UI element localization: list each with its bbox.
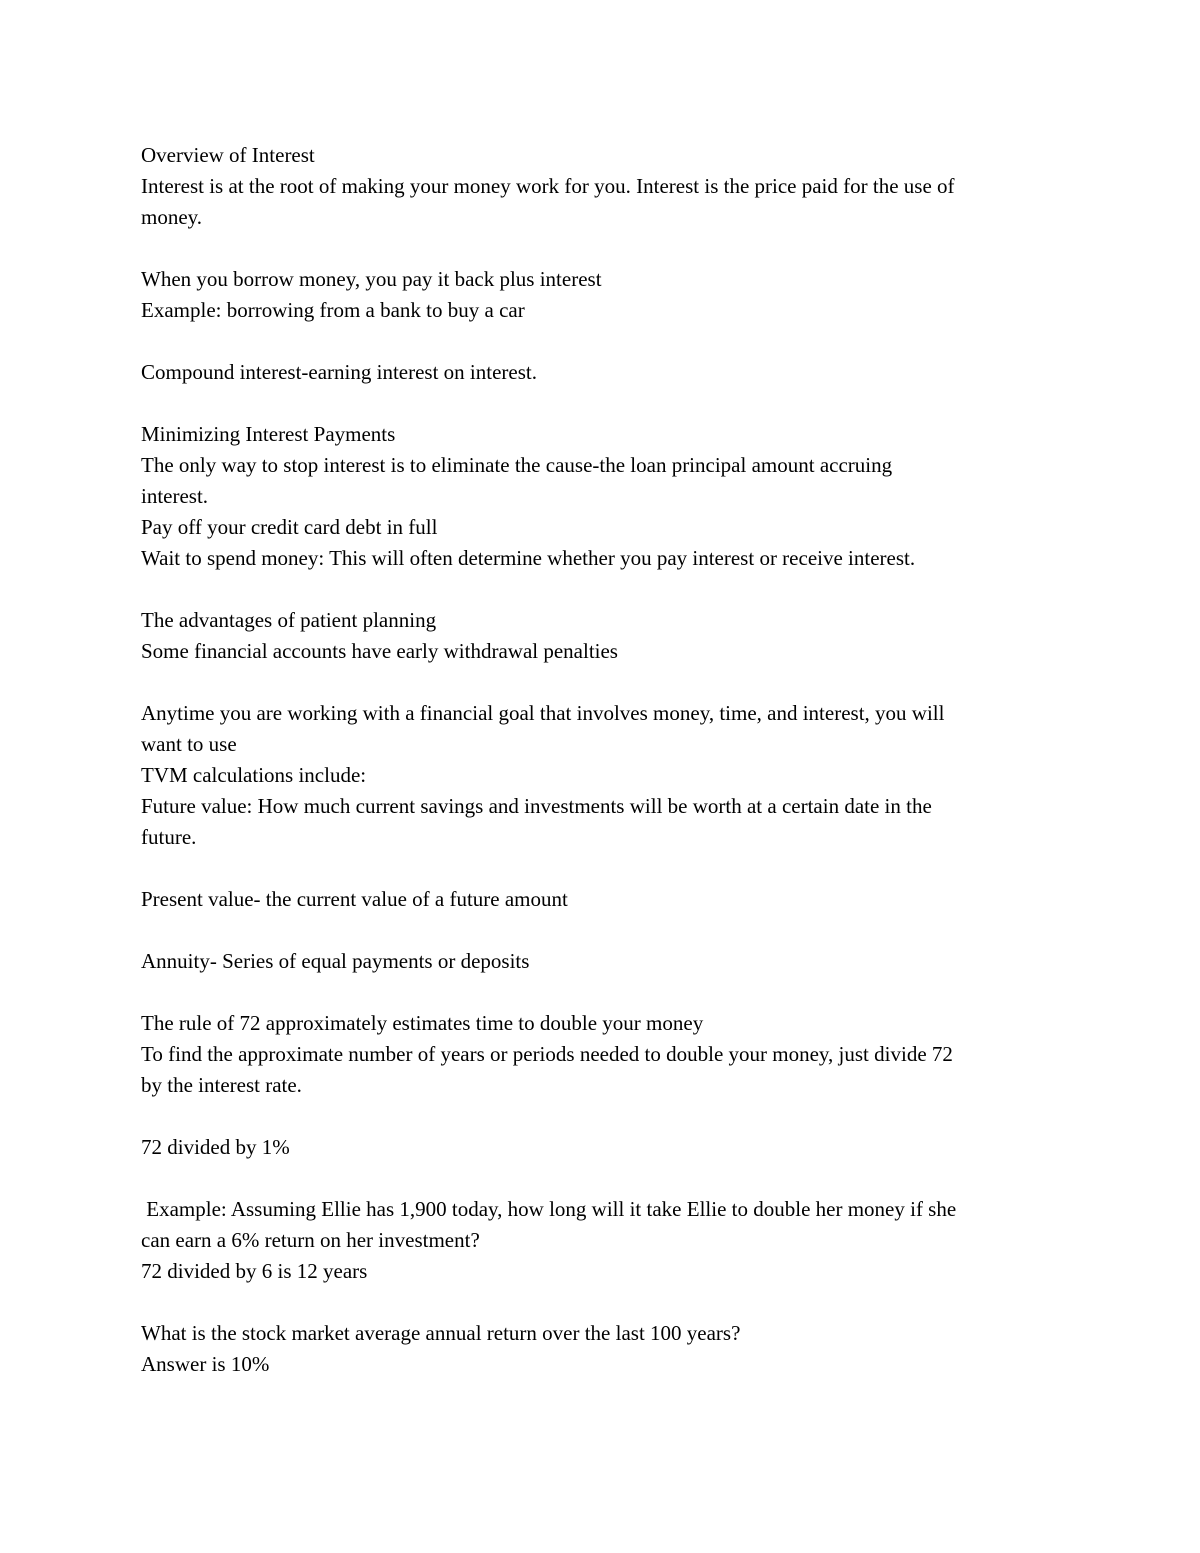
paragraph-minimizing-interest [141, 419, 1061, 574]
text-line: Future value: How much current savings and investments will be worth at a certain date in the [141, 794, 932, 818]
paragraph-ellie-example [141, 1194, 1061, 1287]
paragraph-patient-planning [141, 605, 1061, 667]
text-line: Some financial accounts have early withdrawal penalties [141, 639, 618, 663]
paragraph-72-divided [141, 1132, 1061, 1163]
text-line: want to use [141, 732, 237, 756]
text-line: The only way to stop interest is to eliminate the cause-the loan principal amount accruing [141, 453, 893, 477]
text-line: Interest is at the root of making your money work for you. Interest is the price paid for the use of [141, 174, 955, 198]
heading-advantages-of-patient-planning: The advantages of patient planning [141, 608, 437, 632]
paragraph-compound-interest [141, 357, 1061, 388]
text-line: Annuity- Series of equal payments or deposits [141, 949, 530, 973]
paragraph-stock-market [141, 1318, 1061, 1380]
text-line: TVM calculations include: [141, 763, 367, 787]
text-line: Answer is 10% [141, 1352, 270, 1376]
text-line: To find the approximate number of years or periods needed to double your money, just divide 72 [141, 1042, 953, 1066]
text-line: Example: borrowing from a bank to buy a car [141, 298, 525, 322]
paragraph-present-value [141, 884, 1061, 915]
text-line: interest. [141, 484, 209, 508]
text-line: future. [141, 825, 197, 849]
text-line: What is the stock market average annual return over the last 100 years? [141, 1321, 741, 1345]
text-line: Present value- the current value of a future amount [141, 887, 568, 911]
paragraph-tvm [141, 698, 1061, 853]
text-line: 72 divided by 1% [141, 1135, 290, 1159]
document-body [141, 140, 1061, 1411]
paragraph-borrowing [141, 264, 1061, 326]
text-line: Wait to spend money: This will often determine whether you pay interest or receive interest. [141, 546, 916, 570]
text-line: Anytime you are working with a financial goal that involves money, time, and interest, you will [141, 701, 945, 725]
text-line: can earn a 6% return on her investment? [141, 1228, 480, 1252]
text-line: 72 divided by 6 is 12 years [141, 1259, 368, 1283]
text-line: Example: Assuming Ellie has 1,900 today, how long will it take Ellie to double her money if she [141, 1197, 957, 1221]
text-line: When you borrow money, you pay it back plus interest [141, 267, 602, 291]
paragraph-overview [141, 140, 1061, 233]
text-line: by the interest rate. [141, 1073, 302, 1097]
heading-minimizing-interest-payments: Minimizing Interest Payments [141, 422, 396, 446]
text-line: Pay off your credit card debt in full [141, 515, 438, 539]
text-line: Compound interest-earning interest on interest. [141, 360, 537, 384]
heading-overview-of-interest: Overview of Interest [141, 143, 315, 167]
text-line: The rule of 72 approximately estimates time to double your money [141, 1011, 704, 1035]
paragraph-rule-of-72 [141, 1008, 1061, 1101]
text-line: money. [141, 205, 203, 229]
paragraph-annuity [141, 946, 1061, 977]
